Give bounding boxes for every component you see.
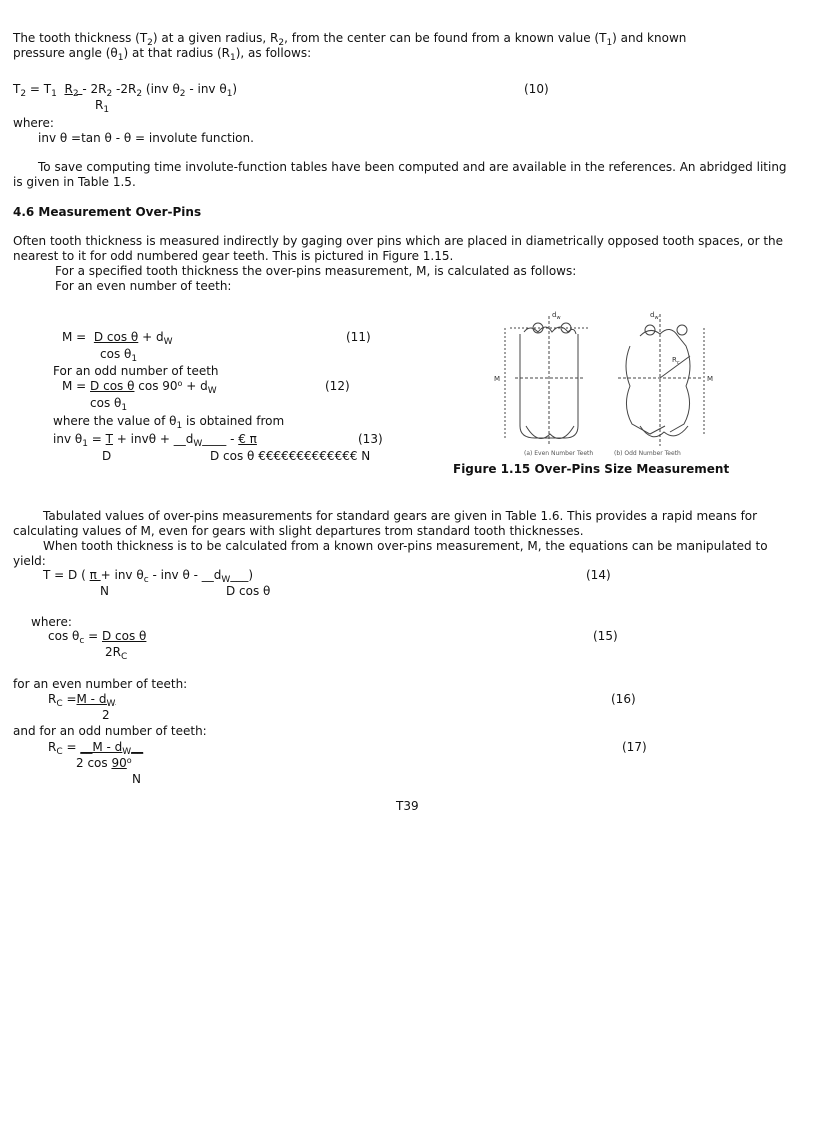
equation-14: T = D ( π + inv $\theta_c$ - inv θ - $\_\_d_W\_\_\_$) bbox=[43, 568, 253, 585]
equation-17: $R_C$ = __M - $d_W\_\_$ bbox=[48, 740, 144, 757]
equation-11-denominator: $\cos \theta_1$ bbox=[100, 347, 138, 364]
equation-14-number: (14) bbox=[586, 568, 611, 582]
m-label-a: M bbox=[494, 375, 501, 383]
equation-10-number: (10) bbox=[524, 82, 549, 96]
odd-teeth-label: For an odd number of teeth bbox=[53, 364, 219, 378]
equation-13-denominator-1: D bbox=[102, 449, 112, 463]
figure-subcaption-a: (a) Even Number Teeth bbox=[524, 450, 594, 457]
rc-label: $R_c$ bbox=[672, 356, 680, 366]
equation-17-denominator-n: N bbox=[132, 772, 141, 786]
page-number: T39 bbox=[396, 799, 419, 813]
tabulated-paragraph: Tabulated values of over-pins measurements for standard gears are given in Table 1.6. This provides a rapid means for calculating values of M, even for gears with slight departures trom standard tooth thicknesses. When tooth thickness is to be calculated from a known over-pins measurement, M, the equations can be manipulated to yield: bbox=[13, 509, 768, 568]
where-label: where: bbox=[13, 116, 54, 130]
intro-paragraph: The tooth thickness $(T_2)$ at a given radius, $R_2$, from the center can be found from a known value $(T_1)$ and known pressure angle $(\theta_1)$ at that radius $(R_1)$, as follows: bbox=[13, 31, 687, 63]
equation-12: M = D cos θ $\cos 90^o + d_W$ bbox=[62, 379, 217, 396]
equation-17-number: (17) bbox=[622, 740, 647, 754]
equation-10: $T_2 = T_1$ $R_2 - 2R_2$ $-2R_2$ (inv $\theta_2$ - inv $\theta_1$) bbox=[13, 82, 238, 99]
equation-13-denominator-2: D cos θ €€€€€€€€€€€€€ N bbox=[210, 449, 371, 463]
involute-definition: inv θ =tan θ - θ = involute function. bbox=[38, 131, 254, 145]
even-teeth-label: for an even number of teeth: bbox=[13, 677, 188, 691]
equation-16-number: (16) bbox=[611, 692, 636, 706]
equation-17-denominator: 2 cos 90$^o$ bbox=[76, 756, 132, 770]
dw-label-b: $d_w$ bbox=[650, 311, 659, 321]
equation-15-denominator: $2R_C$ bbox=[105, 645, 128, 662]
odd-teeth-label-2: and for an odd number of teeth: bbox=[13, 724, 207, 738]
equation-14-denominator-2: D cos θ bbox=[226, 584, 271, 598]
tables-paragraph: To save computing time involute-function tables have been computed and are available in the references. An abridged liting is given in Table 1.5. bbox=[13, 160, 787, 189]
section-heading: 4.6 Measurement Over-Pins bbox=[13, 205, 202, 219]
equation-11: M = D $\cos \theta + d_W$ bbox=[62, 330, 173, 347]
dw-label-a: $d_w$ bbox=[552, 311, 561, 321]
where-label-2: where: bbox=[31, 615, 72, 629]
figure-subcaption-b: (b) Odd Number Teeth bbox=[614, 450, 681, 457]
equation-16: $R_C =M - d_W$ bbox=[48, 692, 116, 709]
equation-13-number: (13) bbox=[358, 432, 383, 446]
over-pins-diagram bbox=[490, 306, 720, 456]
equation-10-denominator: $R_1$ bbox=[95, 98, 110, 115]
equation-15: $\cos \theta_c = D$ cos θ bbox=[48, 629, 147, 646]
equation-15-number: (15) bbox=[593, 629, 618, 643]
equation-12-number: (12) bbox=[325, 379, 350, 393]
over-pins-paragraph: Often tooth thickness is measured indirectly by gaging over pins which are placed in diametrically opposed tooth spaces, or the nearest to it for odd numbered gear teeth. This is pictured in Figure 1.15. For a specified tooth thickness the over-pins measurement, M, is calculated as follows: For an even number of teeth: bbox=[13, 234, 784, 293]
equation-12-denominator: $\cos \theta_1$ bbox=[90, 396, 128, 413]
figure-caption: Figure 1.15 Over-Pins Size Measurement bbox=[453, 462, 730, 476]
equation-16-denominator: 2 bbox=[102, 708, 110, 722]
equation-13: inv $\theta_1 = T + inv\theta$ + $\_\_d_W\_\_\_\_$ - € π bbox=[53, 432, 257, 449]
m-label-b: M bbox=[707, 375, 714, 383]
equation-14-denominator-1: N bbox=[100, 584, 109, 598]
over-pins-figure bbox=[490, 306, 720, 456]
equation-11-number: (11) bbox=[346, 330, 371, 344]
where-theta-line: where the value of $\theta_1$ is obtained from bbox=[53, 414, 285, 431]
